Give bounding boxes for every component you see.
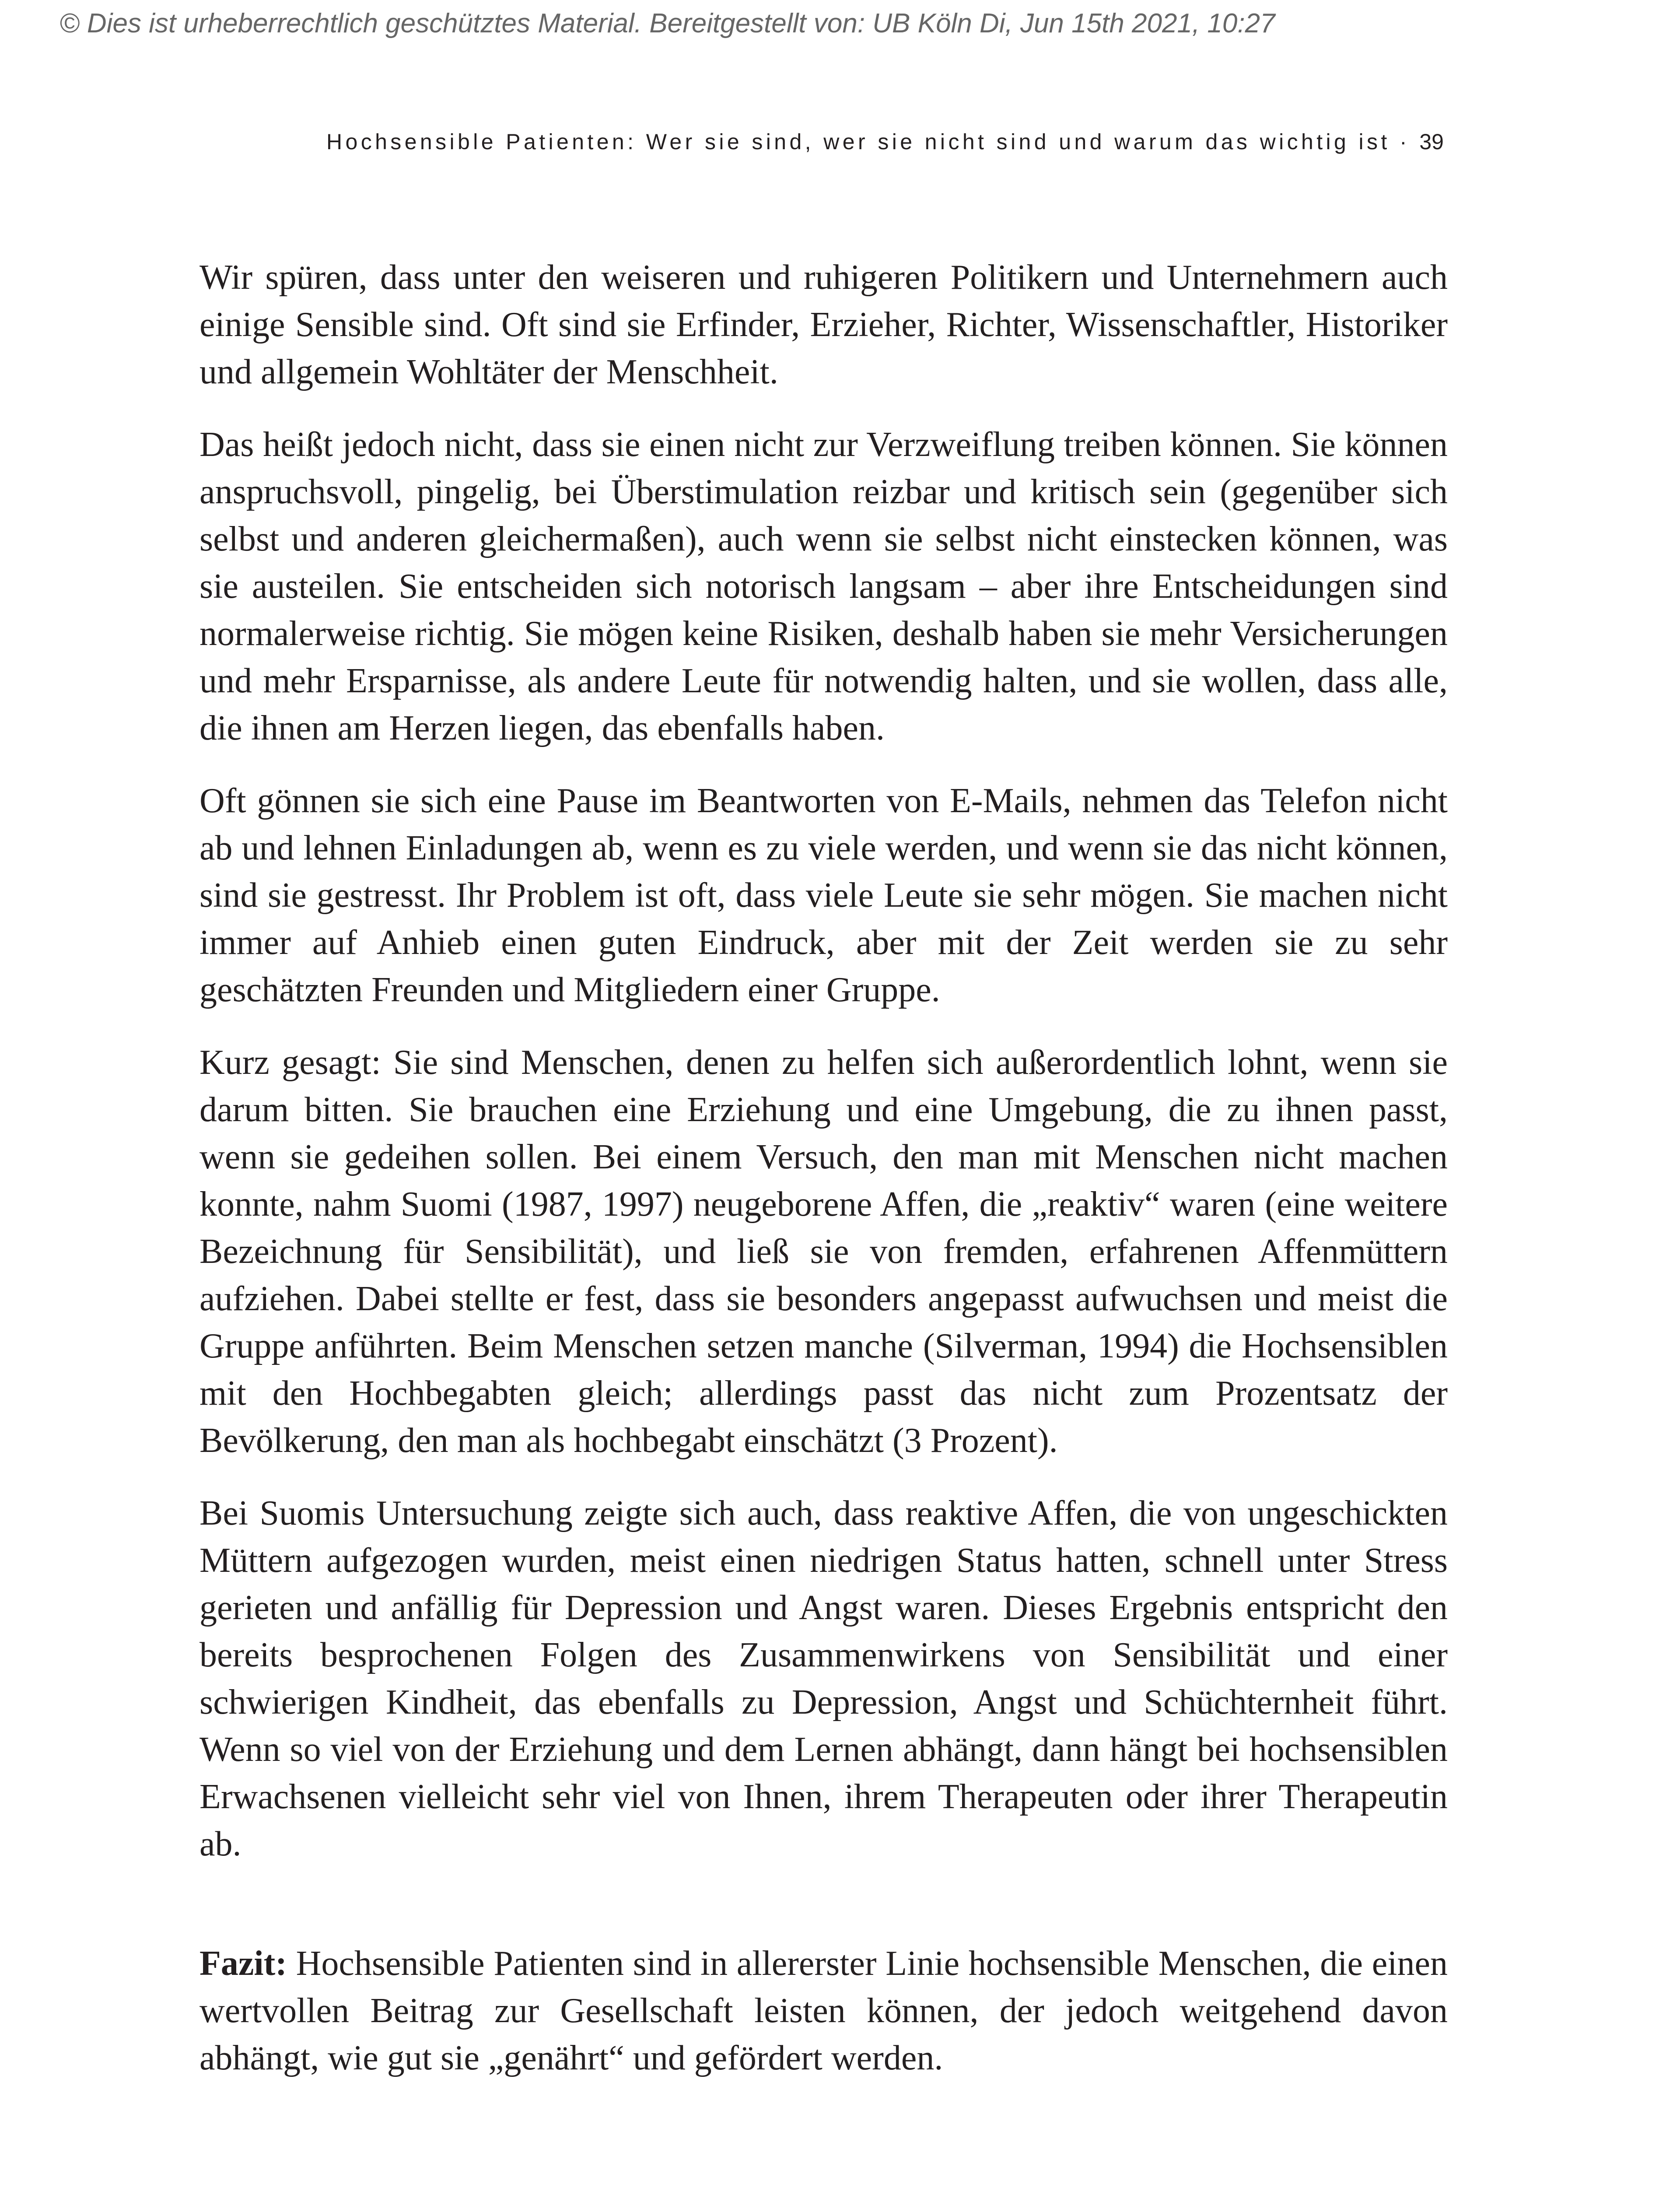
paragraph: Oft gönnen sie sich eine Pause im Beantworten von E-Mails, nehmen das Telefon nicht ab und lehnen Einladungen ab, wenn es zu viele werden, und wenn sie das nicht können, sind sie gestresst. Ihr Problem ist oft, dass viele Leute sie sehr mögen. Sie machen nicht immer auf Anhieb einen guten Eindruck, aber mit der Zeit werden sie zu sehr geschätzten Freunden und Mitgliedern einer Gruppe. — [200, 782, 1448, 1009]
running-head — [262, 129, 1444, 154]
body-text — [200, 254, 1448, 2107]
paragraph: Das heißt jedoch nicht, dass sie einen nicht zur Verzweiflung treiben können. Sie können anspruchsvoll, pingelig, bei Überstimulation reizbar und kritisch sein (gegenüber sich selbst und anderen gleichermaßen), auch wenn sie selbst nicht einstecken können, was sie austeilen. Sie entscheiden sich notorisch langsam – aber ihre Entscheidungen sind normalerweise richtig. Sie mögen keine Risiken, deshalb haben sie mehr Versicherungen und mehr Ersparnisse, als andere Leute für notwendig halten, und sie wollen, dass alle, die ihnen am Herzen liegen, das ebenfalls haben. — [200, 425, 1448, 747]
running-head-separator: · — [1400, 130, 1410, 154]
paragraph: Bei Suomis Untersuchung zeigte sich auch, dass reaktive Affen, die von ungeschickten Müttern aufgezogen wurden, meist einen niedrigen Status hatten, schnell unter Stress gerieten und anfällig für Depression und Angst waren. Dieses Ergebnis entspricht den bereits besprochenen Folgen des Zusammenwirkens von Sensibilität und einer schwierigen Kindheit, das ebenfalls zu Depression, Angst und Schüchternheit führt. Wenn so viel von der Erziehung und dem Lernen abhängt, dann hängt bei hochsensiblen Erwachsenen vielleicht sehr viel von Ihnen, ihrem Therapeuten oder ihrer Therapeutin ab. — [200, 1494, 1448, 1863]
paragraph: Kurz gesagt: Sie sind Menschen, denen zu helfen sich außerordentlich lohnt, wenn sie darum bitten. Sie brauchen eine Erziehung und eine Umgebung, die zu ihnen passt, wenn sie gedeihen sollen. Bei einem Versuch, den man mit Menschen nicht machen konnte, nahm Suomi (1987, 1997) neugeborene Affen, die „reaktiv“ waren (eine weitere Bezeichnung für Sensibilität), und ließ sie von fremden, erfahrenen Affenmüttern aufziehen. Dabei stellte er fest, dass sie besonders angepasst aufwuchsen und meist die Gruppe anführten. Beim Menschen setzen manche (Silverman, 1994) die Hochsensiblen mit den Hochbegabten gleich; allerdings passt das nicht zum Prozentsatz der Bevölkerung, den man als hochbegabt einschätzt (3 Prozent). — [200, 1043, 1448, 1460]
running-head-title: Hochsensible Patienten: Wer sie sind, wer sie nicht sind und warum das wichtig ist — [326, 130, 1390, 154]
copyright-watermark: © Dies ist urheberrechtlich geschütztes Material. Bereitgestellt von: UB Köln Di, Jun 15th 2021, 10:27 — [60, 8, 1275, 39]
page-number: 39 — [1419, 130, 1444, 154]
conclusion-label: Fazit: — [200, 1944, 287, 1983]
conclusion-text: Hochsensible Patienten sind in allererster Linie hochsensible Menschen, die einen wertvollen Beitrag zur Gesellschaft leisten können, der jedoch weitgehend davon abhängt, wie gut sie „genährt“ und gefördert werden. — [200, 1944, 1448, 2077]
paragraph: Wir spüren, dass unter den weiseren und ruhigeren Politikern und Unternehmern auch einige Sensible sind. Oft sind sie Erfinder, Erzieher, Richter, Wissenschaftler, Historiker und allgemein Wohltäter der Menschheit. — [200, 258, 1448, 391]
conclusion-paragraph — [200, 1940, 1448, 2082]
